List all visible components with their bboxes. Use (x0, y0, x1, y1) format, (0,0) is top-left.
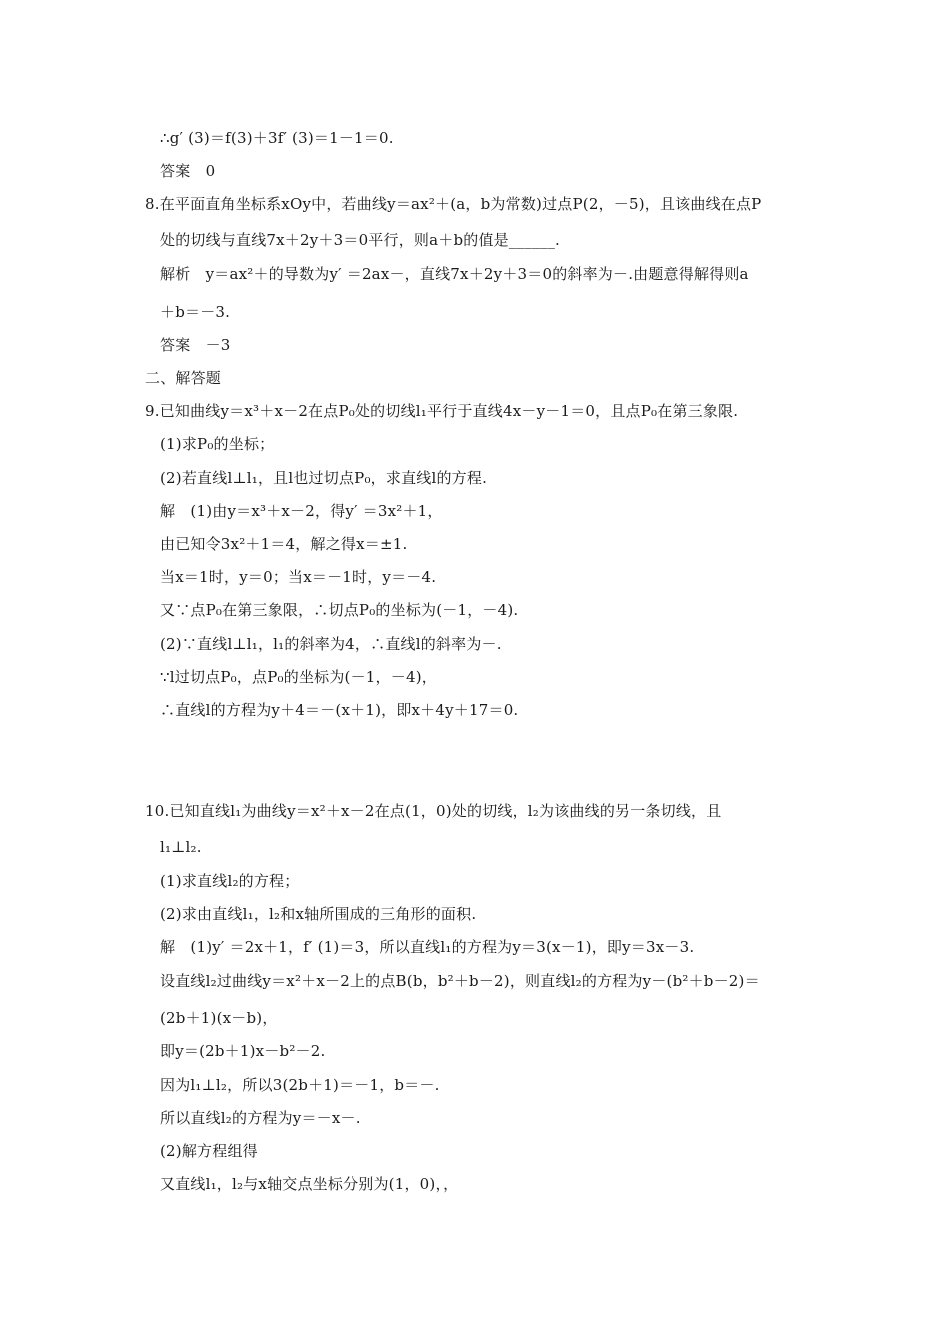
text-line: (1)求P₀的坐标； (160, 435, 275, 453)
text-line: 所以直线l₂的方程为y＝－x－. (160, 1109, 361, 1127)
analysis-line: 解析 y＝ax²＋的导数为y′ ＝2ax－，直线7x＋2y＋3＝0的斜率为－.由题意得解得则a (160, 265, 749, 283)
text-line: 设直线l₂过曲线y＝x²＋x－2上的点B(b，b²＋b－2)，则直线l₂的方程为y－(b²＋b－2)＝ (160, 972, 760, 990)
text-line: ∴g′ (3)＝f(3)＋3f′ (3)＝1－1＝0. (160, 129, 394, 147)
question-8: 8.在平面直角坐标系xOy中，若曲线y＝ax²＋(a，b为常数)过点P(2，－5)，且该曲线在点P (145, 195, 762, 213)
answer-line: 答案 －3 (160, 336, 231, 354)
text-line: 又直线l₁，l₂与x轴交点坐标分别为(1，0)，， (160, 1175, 459, 1193)
text-line: (2b＋1)(x－b)， (160, 1009, 278, 1027)
text-line: (2)若直线l⊥l₁，且l也过切点P₀，求直线l的方程. (160, 469, 488, 487)
text-line: l₁⊥l₂. (160, 838, 202, 856)
text-line: 当x＝1时，y＝0；当x＝－1时，y＝－4. (160, 568, 437, 586)
text-line: 因为l₁⊥l₂，所以3(2b＋1)＝－1，b＝－. (160, 1076, 440, 1094)
section-heading: 二、解答题 (145, 369, 222, 387)
solution-line: 解 (1)y′ ＝2x＋1，f′ (1)＝3，所以直线l₁的方程为y＝3(x－1)，即y＝3x－3. (160, 938, 695, 956)
text-line: (2)求由直线l₁，l₂和x轴所围成的三角形的面积. (160, 905, 477, 923)
question-9: 9.已知曲线y＝x³＋x－2在点P₀处的切线l₁平行于直线4x－y－1＝0，且点P₀在第三象限. (145, 402, 739, 420)
text-line: ∴直线l的方程为y＋4＝－(x＋1)，即x＋4y＋17＝0. (160, 701, 519, 719)
text-line: 处的切线与直线7x＋2y＋3＝0平行，则a＋b的值是______. (160, 231, 561, 249)
answer-line: 答案 0 (160, 162, 216, 180)
text-line: (2)解方程组得 (160, 1142, 258, 1160)
text-line: ∵l过切点P₀，点P₀的坐标为(－1，－4)， (160, 668, 437, 686)
question-10: 10.已知直线l₁为曲线y＝x²＋x－2在点(1，0)处的切线，l₂为该曲线的另一条切线，且 (145, 802, 722, 820)
text-line: (1)求直线l₂的方程； (160, 872, 300, 890)
text-line: 即y＝(2b＋1)x－b²－2. (160, 1042, 326, 1060)
text-line: 又∵点P₀在第三象限，∴切点P₀的坐标为(－1，－4). (160, 601, 519, 619)
text-line: 由已知令3x²＋1＝4，解之得x＝±1. (160, 535, 408, 553)
solution-line: 解 (1)由y＝x³＋x－2，得y′ ＝3x²＋1， (160, 502, 443, 520)
text-line: ＋b＝－3. (160, 303, 231, 321)
text-line: (2)∵直线l⊥l₁，l₁的斜率为4，∴直线l的斜率为－. (160, 635, 502, 653)
